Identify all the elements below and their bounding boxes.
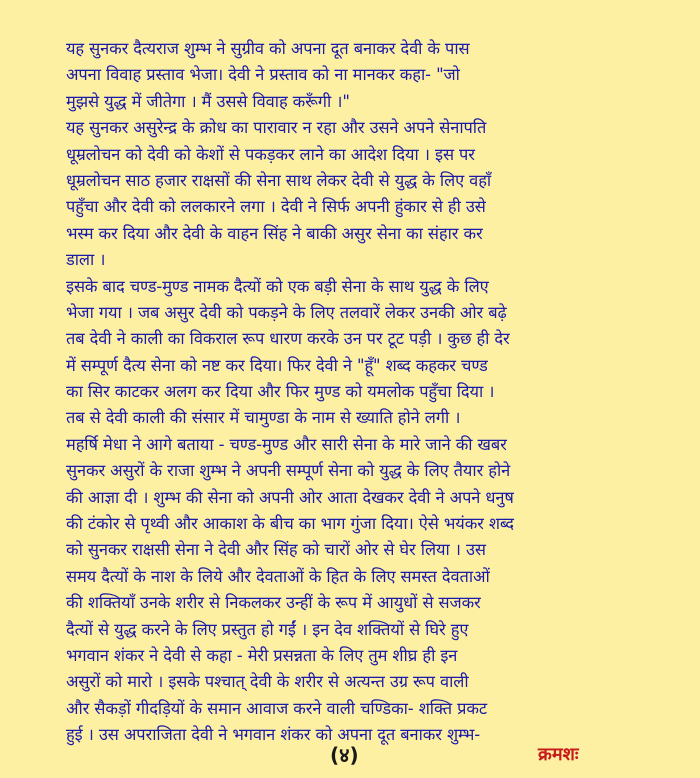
text-line: इसके बाद चण्ड-मुण्ड नामक दैत्यों को एक बड़ी सेना के साथ युद्ध के लिए	[66, 276, 489, 296]
text-line: अपना विवाह प्रस्ताव भेजा। देवी ने प्रस्ताव को ना मानकर कहा- "जो	[66, 65, 460, 85]
text-line: का सिर काटकर अलग कर दिया और फिर मुण्ड को यमलोक पहुँचा दिया ।	[66, 382, 495, 402]
text-line: की आज्ञा दी । शुम्भ की सेना को अपनी ओर आता देखकर देवी ने अपने धनुष	[66, 487, 514, 507]
text-line: पहुँचा और देवी को ललकारने लगा । देवी ने सिर्फ अपनी हुंकार से ही उसे	[66, 197, 486, 217]
text-line: की टंकोर से पृथ्वी और आकाश के बीच का भाग गुंजा दिया। ऐसे भयंकर शब्द	[66, 514, 514, 534]
page-number: (४)	[330, 743, 359, 767]
page-footer	[0, 738, 700, 774]
text-line: धूम्रलोचन साठ हजार राक्षसों की सेना साथ लेकर देवी से युद्ध के लिए वहाँ	[66, 170, 492, 190]
text-line: समय दैत्यों के नाश के लिये और देवताओं के हित के लिए समस्त देवताओं	[66, 566, 490, 586]
text-line: की शक्तियाँ उनके शरीर से निकलकर उन्हीं के रूप में आयुधों से सजकर	[66, 593, 481, 613]
text-line: धूम्रलोचन को देवी को केशों से पकड़कर लाने का आदेश दिया । इस पर	[66, 144, 475, 164]
body-text	[66, 36, 680, 749]
text-line: असुरों को मारो । इसके पश्चात् देवी के शरीर से अत्यन्त उग्र रूप वाली	[66, 672, 469, 692]
text-line: यह सुनकर असुरेन्द्र के क्रोध का पारावार न रहा और उसने अपने सेनापति	[66, 118, 487, 138]
text-line: भस्म कर दिया और देवी के वाहन सिंह ने बाकी असुर सेना का संहार कर	[66, 223, 483, 243]
text-line: में सम्पूर्ण दैत्य सेना को नष्ट कर दिया। फिर देवी ने "हूँ" शब्द कहकर चण्ड	[66, 355, 488, 375]
text-line: और सैकड़ों गीदड़ियों के समान आवाज करने वाली चण्डिका- शक्ति प्रकट	[66, 698, 488, 718]
text-line: को सुनकर राक्षसी सेना ने देवी और सिंह को चारों ओर से घेर लिया । उस	[66, 540, 486, 560]
text-line: हुई । उस अपराजिता देवी ने भगवान शंकर को अपना दूत बनाकर शुम्भ-	[66, 725, 481, 745]
text-line: यह सुनकर दैत्यराज शुम्भ ने सुग्रीव को अपना दूत बनाकर देवी के पास	[66, 39, 470, 58]
text-line: डाला ।	[66, 250, 106, 270]
text-line: महर्षि मेधा ने आगे बताया - चण्ड-मुण्ड और सारी सेना के मारे जाने की खबर	[66, 434, 507, 454]
text-line: दैत्यों से युद्ध करने के लिए प्रस्तुत हो गईं । इन देव शक्तियों से घिरे हुए	[66, 619, 469, 639]
text-line: तब देवी ने काली का विकराल रूप धारण करके उन पर टूट पड़ी । कुछ ही देर	[66, 329, 510, 349]
text-line: भेजा गया । जब असुर देवी को पकड़ने के लिए तलवारें लेकर उनकी ओर बढ़े	[66, 302, 507, 322]
continued-label: क्रमशः	[538, 744, 579, 765]
text-line: मुझसे युद्ध में जीतेगा । मैं उससे विवाह करूँगी ।"	[66, 91, 350, 111]
text-line: तब से देवी काली की संसार में चामुण्डा के नाम से ख्याति होने लगी ।	[66, 408, 461, 428]
text-line: भगवान शंकर ने देवी से कहा - मेरी प्रसन्नता के लिए तुम शीघ्र ही इन	[66, 645, 458, 665]
text-line: सुनकर असुरों के राजा शुम्भ ने अपनी सम्पूर्ण सेना को युद्ध के लिए तैयार होने	[66, 461, 511, 481]
